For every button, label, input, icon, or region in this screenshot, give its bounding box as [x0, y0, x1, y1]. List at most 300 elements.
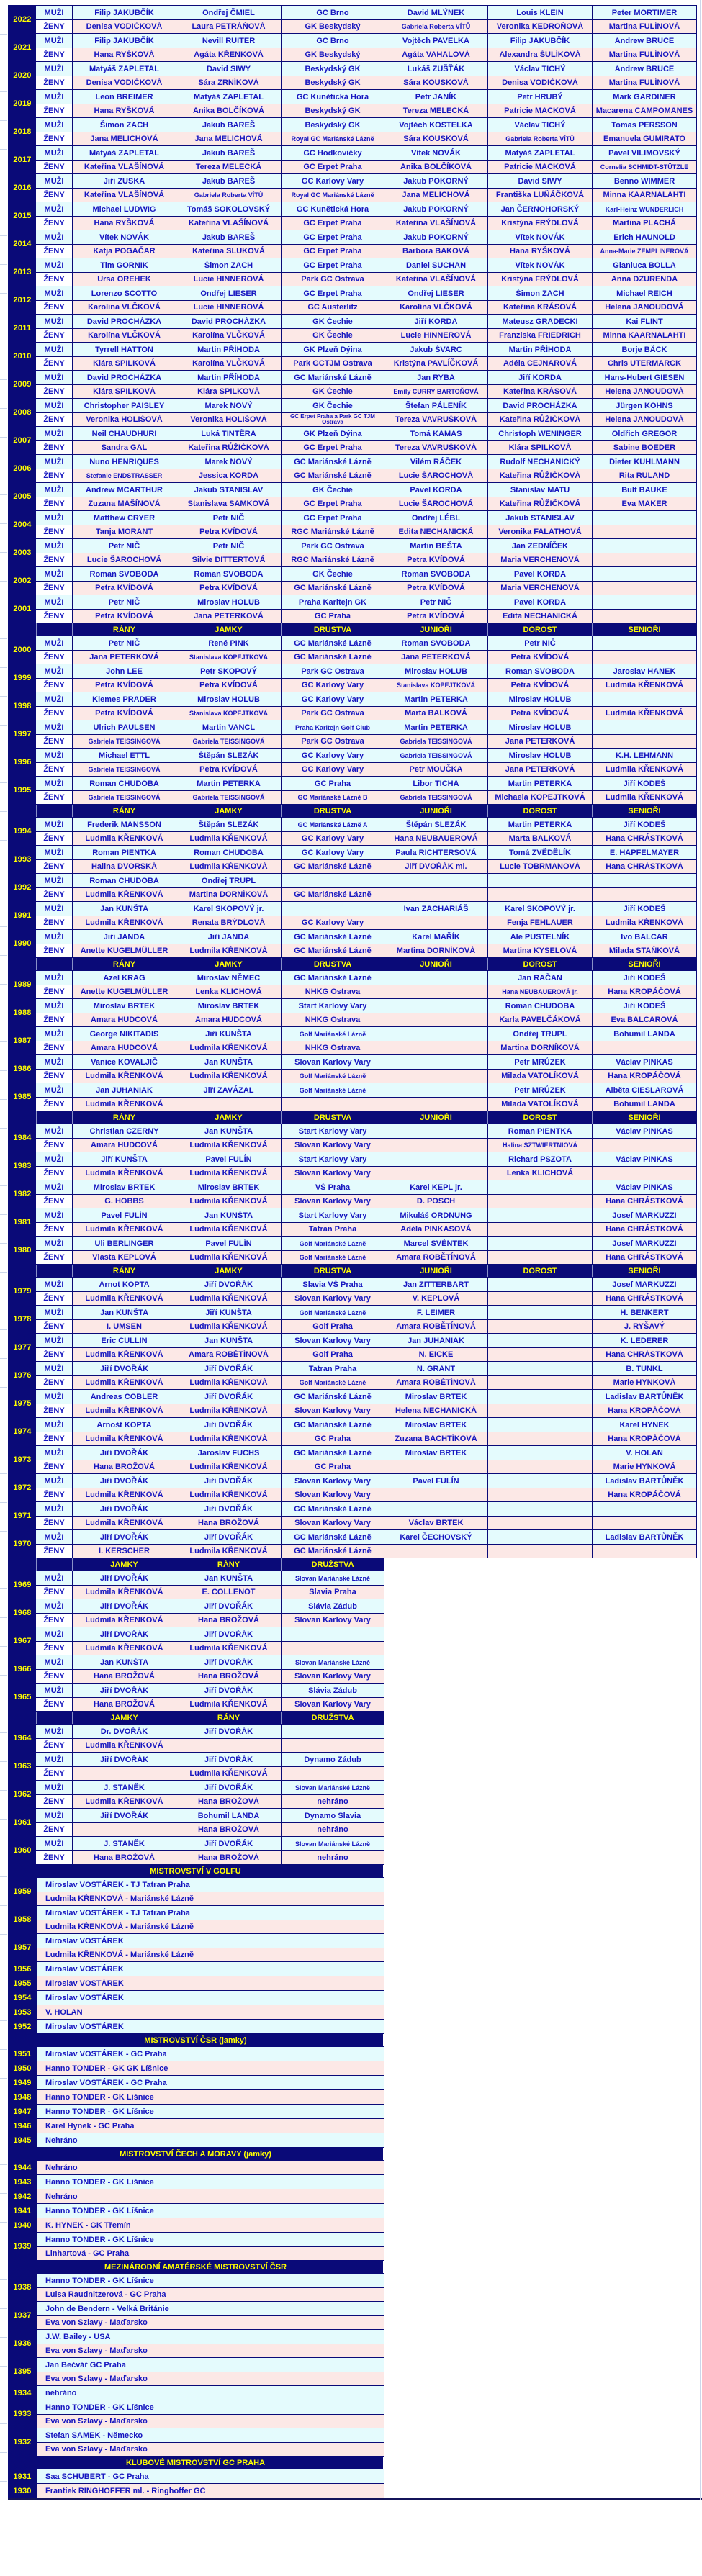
column-header: JAMKY	[176, 623, 281, 636]
column-header-row	[8, 1711, 384, 1725]
champion-row	[36, 2175, 384, 2189]
year-rows	[36, 539, 696, 566]
year-block	[8, 2357, 384, 2386]
year-block	[8, 1836, 384, 1865]
year-block	[8, 595, 697, 623]
category-cell: ŽENY	[36, 217, 72, 230]
result-cell	[281, 1725, 384, 1738]
result-cell: GC Karlovy Vary	[281, 174, 384, 188]
year-block	[8, 929, 697, 958]
category-cell: MUŽI	[44, 1476, 64, 1486]
result-cell: GC Erpet Praha a Park GC TJM Ostrava	[281, 413, 384, 426]
year-rows	[36, 483, 696, 510]
result-cell: Marta BALKOVÁ	[487, 832, 592, 845]
year-block	[8, 202, 697, 230]
result-cell: Petra KVÍDOVÁ	[72, 707, 176, 720]
result-cell: Miroslav HOLUB	[487, 692, 592, 706]
result-cell: Ondřej LIESER	[176, 286, 281, 300]
year-block	[8, 776, 697, 805]
column-header-row	[8, 1111, 697, 1124]
column-header-row	[8, 1558, 384, 1571]
column-header: SENIOŘI	[592, 805, 696, 817]
result-cell: Kateřina KRÁSOVÁ	[487, 385, 592, 398]
result-cell: GC Erpet Praha	[281, 258, 384, 272]
year-block	[8, 692, 697, 720]
year-block	[8, 970, 697, 999]
result-cell: Beskydský GK	[281, 118, 384, 132]
year-header-spacer	[9, 958, 36, 970]
result-cell: GC Mariánské Lázně A	[281, 818, 384, 831]
year-rows	[36, 1571, 384, 1599]
result-cell: GC Erpet Praha	[281, 217, 384, 230]
result-cell: GK Beskydský	[281, 48, 384, 61]
result-cell	[592, 539, 696, 553]
result-cell: GC Mariánské Lázně	[281, 1418, 384, 1432]
column-header: DOROST	[487, 623, 592, 636]
result-cell: Jiří DVOŘÁK	[72, 1571, 176, 1585]
result-cell: Eva BALCAROVÁ	[592, 1013, 696, 1026]
category-cell: ŽENY	[36, 357, 72, 370]
section-banner: MEZINÁRODNÍ AMATÉRSKÉ MISTROVSTVÍ ČSR	[8, 2260, 383, 2274]
result-cell: Gabriela TEISSINGOVÁ	[176, 735, 281, 748]
year-rows	[36, 2161, 384, 2174]
year-block	[8, 817, 697, 846]
result-cell: Václav BRTEK	[384, 1517, 487, 1529]
category-cell: ŽENY	[36, 1767, 72, 1780]
category-cell: ŽENY	[36, 679, 72, 692]
result-cell: Veronika HOLIŠOVÁ	[72, 413, 176, 426]
result-cell: GC Mariánské Lázně	[281, 582, 384, 595]
result-cell: Petr MRŮZEK	[487, 1055, 592, 1069]
result-cell	[592, 1545, 696, 1558]
champion-row	[36, 2020, 384, 2033]
year-rows	[36, 1027, 696, 1054]
year-label: 1946	[9, 2119, 36, 2133]
result-row-men	[36, 483, 696, 497]
champion-cell: Ludmila KŘENKOVÁ - Mariánské Lázně	[36, 1920, 384, 1933]
category-cell: MUŽI	[44, 513, 64, 523]
champion-row	[36, 2287, 384, 2301]
year-block	[8, 1236, 697, 1265]
result-row-men	[36, 1278, 696, 1291]
result-cell: GC Erpet Praha	[281, 441, 384, 454]
result-cell: Sandra GAL	[72, 441, 176, 454]
result-cell: GC Mariánské Lázně	[281, 930, 384, 944]
result-cell: Zuzana MAŠÍNOVÁ	[72, 497, 176, 510]
year-rows	[36, 62, 696, 89]
result-cell: Vilém RÁČEK	[384, 455, 487, 469]
category-cell: ŽENY	[36, 763, 72, 776]
result-cell: Ludmila KŘENKOVÁ	[72, 1348, 176, 1361]
year-header-spacer	[9, 623, 36, 636]
year-label: 1941	[9, 2204, 36, 2218]
category-cell: ŽENY	[36, 944, 72, 957]
result-cell: Jiří DVOŘÁK	[72, 1362, 176, 1375]
result-cell: Bult BAUKE	[592, 483, 696, 497]
category-cell: MUŽI	[44, 120, 64, 130]
result-cell: Petr NIČ	[176, 511, 281, 525]
column-header: DOROST	[487, 958, 592, 970]
result-cell	[592, 1517, 696, 1529]
result-row-men	[36, 1390, 696, 1404]
column-header: RÁNY	[72, 1111, 176, 1124]
result-cell: Slovan Karlovy Vary	[281, 1698, 384, 1711]
result-cell: Agáta KŘENKOVÁ	[176, 48, 281, 61]
result-cell	[592, 720, 696, 734]
champion-cell: J.W. Bailey - USA	[36, 2330, 384, 2344]
result-cell: Anette KUGELMÜLLER	[72, 944, 176, 957]
column-header: SENIOŘI	[592, 623, 696, 636]
result-cell: Roman PIENTKA	[487, 1124, 592, 1138]
result-cell: Ludmila KŘENKOVÁ	[72, 1223, 176, 1236]
result-row-women	[36, 497, 696, 510]
result-cell: Libor TICHA	[384, 777, 487, 790]
champion-row	[36, 1920, 384, 1933]
year-label: 2005	[9, 483, 36, 510]
category-header-spacer	[36, 958, 72, 970]
column-header: RÁNY	[72, 1265, 176, 1277]
result-cell: Jiří KODEŠ	[592, 999, 696, 1013]
result-cell: Jakub POKORNÝ	[384, 174, 487, 188]
result-cell: Slovan Karlovy Vary	[281, 1195, 384, 1208]
champion-row	[36, 2274, 384, 2287]
result-cell: Ludmila KŘENKOVÁ	[176, 832, 281, 845]
result-cell: Hana RYŠKOVÁ	[72, 217, 176, 230]
result-cell: Milada STAŇKOVÁ	[592, 944, 696, 957]
result-cell: Stanislava KOPEJTKOVÁ	[176, 651, 281, 664]
result-cell	[592, 1139, 696, 1152]
result-cell: Slovan Karlovy Vary	[281, 1488, 384, 1501]
result-cell: Marta BALKOVÁ	[384, 707, 487, 720]
result-cell: David PROCHÁZKA	[72, 371, 176, 384]
year-rows	[36, 2484, 384, 2498]
year-label: 1987	[9, 1027, 36, 1054]
year-rows	[36, 818, 696, 845]
result-cell: Filip JAKUBČÍK	[72, 34, 176, 48]
year-block	[8, 845, 697, 874]
year-rows	[36, 1991, 384, 2005]
result-cell	[384, 1460, 487, 1473]
result-cell: Jiří DVOŘÁK	[176, 1837, 281, 1850]
year-header-spacer	[9, 1558, 36, 1571]
year-label: 1988	[9, 999, 36, 1026]
result-cell: Arnot KOPTA	[72, 1278, 176, 1291]
result-cell	[281, 1627, 384, 1641]
year-rows	[36, 1684, 384, 1711]
year-block	[8, 748, 697, 777]
result-cell: Ondřej TRUPL	[487, 1027, 592, 1041]
result-cell: Renata BRÝDLOVÁ	[176, 916, 281, 929]
result-cell: Amara HUDCOVÁ	[72, 1139, 176, 1152]
result-cell: Filip JAKUBČÍK	[487, 34, 592, 48]
result-cell: Petr NIČ	[72, 539, 176, 553]
year-label: 1981	[9, 1208, 36, 1236]
result-cell: David SIWY	[176, 62, 281, 76]
year-rows	[36, 1418, 696, 1445]
result-cell: Jiří KODEŠ	[592, 902, 696, 916]
result-cell: Hana BROŽOVÁ	[72, 1851, 176, 1864]
year-block	[8, 1961, 384, 1976]
result-cell: Klára SPILKOVÁ	[487, 441, 592, 454]
result-cell: Pavel VILIMOVSKÝ	[592, 146, 696, 160]
result-cell: Rita RULAND	[592, 469, 696, 482]
result-row-men	[36, 34, 696, 48]
category-cell: ŽENY	[36, 469, 72, 482]
result-cell: Slovan Karlovy Vary	[281, 1292, 384, 1305]
result-cell: Ladislav BARTŮNĚK	[592, 1390, 696, 1404]
year-label: 1996	[9, 749, 36, 776]
category-cell: ŽENY	[36, 1098, 72, 1111]
result-row-men	[36, 1362, 696, 1375]
year-rows	[36, 2005, 384, 2019]
year-header-spacer	[9, 1111, 36, 1124]
category-cell: ŽENY	[36, 985, 72, 998]
category-header-spacer	[36, 1712, 72, 1724]
column-header-row	[8, 1264, 697, 1278]
result-row-men	[36, 315, 696, 328]
result-cell: Daniel SUCHAN	[384, 258, 487, 272]
result-row-men	[36, 1599, 384, 1613]
category-cell: MUŽI	[44, 1686, 64, 1695]
result-cell: Václav PINKAS	[592, 1152, 696, 1166]
year-label: 2004	[9, 511, 36, 538]
result-cell: Josef MARKUZZI	[592, 1208, 696, 1222]
result-cell: NHKG Ostrava	[281, 1013, 384, 1026]
result-cell: Jaroslav HANEK	[592, 664, 696, 678]
result-cell	[384, 971, 487, 985]
result-cell: Golf Praha	[281, 1320, 384, 1333]
champion-row	[36, 1962, 384, 1976]
category-cell: ŽENY	[36, 441, 72, 454]
result-cell	[72, 1767, 176, 1780]
year-label: 1938	[9, 2274, 36, 2301]
result-cell: Kristýna FRÝDLOVÁ	[487, 217, 592, 230]
result-row-men	[36, 1208, 696, 1222]
year-rows	[36, 1306, 696, 1333]
champion-cell: Stefan SAMEK - Německo	[36, 2428, 384, 2442]
result-cell: Jiří DVOŘÁK	[176, 1362, 281, 1375]
result-row-women	[36, 1516, 696, 1529]
result-cell: Josef MARKUZZI	[592, 1237, 696, 1250]
result-cell: GK Čechie	[281, 399, 384, 412]
year-rows	[36, 2204, 384, 2218]
result-cell: Jiří DVOŘÁK ml.	[384, 860, 487, 873]
result-cell	[384, 1545, 487, 1558]
column-header: RÁNY	[72, 958, 176, 970]
result-cell: Hana KROPÁČOVÁ	[592, 1404, 696, 1417]
result-row-men	[36, 1083, 696, 1097]
result-row-women	[36, 1347, 696, 1361]
category-header-spacer	[36, 623, 72, 636]
result-cell: Tomáš SOKOLOVSKÝ	[176, 202, 281, 216]
year-rows	[36, 1655, 384, 1683]
year-label: 1947	[9, 2105, 36, 2118]
column-header: DRUSTVA	[281, 958, 384, 970]
category-cell: ŽENY	[36, 20, 72, 33]
result-cell	[384, 1083, 487, 1097]
champion-cell: Nehráno	[36, 2189, 384, 2203]
category-cell: MUŽI	[44, 1783, 64, 1792]
result-cell: Petra KVÍDOVÁ	[176, 763, 281, 776]
category-cell: MUŽI	[44, 848, 64, 857]
year-block	[8, 1180, 697, 1208]
result-cell: Hana BROŽOVÁ	[176, 1795, 281, 1808]
result-cell: Park GC Ostrava	[281, 539, 384, 553]
column-header: RÁNY	[72, 623, 176, 636]
result-cell: Hana BROŽOVÁ	[176, 1517, 281, 1529]
result-row-women	[36, 1194, 696, 1208]
result-cell: Sabine BOEDER	[592, 441, 696, 454]
year-block	[8, 1026, 697, 1055]
result-row-women	[36, 1404, 696, 1417]
result-cell: Amara ROBĚTÍNOVÁ	[384, 1376, 487, 1389]
result-cell: Ludmila KŘENKOVÁ	[176, 944, 281, 957]
category-cell: MUŽI	[44, 1239, 64, 1248]
result-cell: D. POSCH	[384, 1195, 487, 1208]
result-cell: RGC Mariánské Lázně	[281, 553, 384, 566]
year-label: 1972	[9, 1474, 36, 1501]
year-label: 2016	[9, 174, 36, 202]
result-cell: Štefan PÁLENÍK	[384, 399, 487, 412]
result-cell: Benno WIMMER	[592, 174, 696, 188]
result-cell: Stanislava KOPEJTKOVÁ	[384, 679, 487, 692]
result-cell: Marie HYNKOVÁ	[592, 1376, 696, 1389]
result-cell: Jan KUNŠTA	[176, 1055, 281, 1069]
result-cell: G. HOBBS	[72, 1195, 176, 1208]
column-header: DOROST	[487, 805, 592, 817]
result-cell: Ludmila KŘENKOVÁ	[176, 1223, 281, 1236]
result-cell: Lorenzo SCOTTO	[72, 286, 176, 300]
year-label: 1973	[9, 1446, 36, 1473]
result-cell: Roman SVOBODA	[384, 636, 487, 650]
champion-cell: Miroslav VOSTÁREK - GC Praha	[36, 2047, 384, 2061]
result-row-women	[36, 1013, 696, 1026]
champion-cell: Hanno TONDER - GK Líšnice	[36, 2175, 384, 2189]
year-rows	[36, 2061, 384, 2075]
champion-row	[36, 1934, 384, 1948]
result-cell: Slovan Karlovy Vary	[281, 1517, 384, 1529]
result-cell: Michaela KOPEJTKOVÁ	[487, 791, 592, 804]
category-cell: ŽENY	[36, 1642, 72, 1655]
category-cell: ŽENY	[36, 1348, 72, 1361]
result-cell: Tatran Praha	[281, 1362, 384, 1375]
result-cell: Matyáš ZAPLETAL	[72, 146, 176, 160]
year-rows	[36, 567, 696, 595]
result-row-women	[36, 790, 696, 804]
category-cell: MUŽI	[44, 64, 64, 73]
result-cell: J. STANĚK	[72, 1837, 176, 1850]
category-cell: ŽENY	[36, 610, 72, 623]
result-cell: Hana BROŽOVÁ	[72, 1460, 176, 1473]
column-header: RÁNY	[176, 1558, 281, 1571]
result-cell: Miroslav BRTEK	[176, 999, 281, 1013]
result-cell: Golf Mariánské Lázně	[281, 1070, 384, 1083]
category-cell: ŽENY	[36, 1041, 72, 1054]
champion-cell: Karel Hynek - GC Praha	[36, 2119, 384, 2133]
result-row-women	[36, 76, 696, 89]
result-cell: Petr JANÍK	[384, 90, 487, 104]
result-cell	[487, 1517, 592, 1529]
result-cell: nehráno	[281, 1851, 384, 1864]
year-block	[8, 1933, 384, 1962]
result-cell: Slovan Karlovy Vary	[281, 1474, 384, 1488]
result-cell: B. TUNKL	[592, 1362, 696, 1375]
year-rows	[36, 2119, 384, 2133]
result-row-men	[36, 286, 696, 300]
category-cell: MUŽI	[44, 1727, 64, 1736]
result-cell: Ludmila KŘENKOVÁ	[176, 1041, 281, 1054]
result-row-women	[36, 1291, 696, 1305]
result-row-women	[36, 734, 696, 748]
result-cell: Jiří KODEŠ	[592, 971, 696, 985]
result-row-women	[36, 1544, 696, 1558]
result-cell: Miroslav HOLUB	[487, 720, 592, 734]
year-rows	[36, 2047, 384, 2061]
result-cell: Hana RYŠKOVÁ	[72, 104, 176, 117]
result-cell: Ludmila KŘENKOVÁ	[72, 888, 176, 901]
champion-cell: John de Bendern - Velká Británie	[36, 2302, 384, 2315]
result-row-women	[36, 1432, 696, 1445]
result-cell: Jana PETERKOVÁ	[487, 735, 592, 748]
year-rows	[36, 286, 696, 314]
year-rows	[36, 2133, 384, 2147]
result-row-women	[36, 1766, 384, 1780]
year-block	[8, 370, 697, 399]
result-cell: Jiří DVOŘÁK	[176, 1278, 281, 1291]
result-cell: Praha Karltejn Golf Club	[281, 720, 384, 734]
result-cell	[487, 1474, 592, 1488]
category-cell: ŽENY	[36, 48, 72, 61]
result-cell: Amara ROBĚTÍNOVÁ	[384, 1320, 487, 1333]
result-cell: GC Austerlitz	[281, 301, 384, 314]
champion-row	[36, 2161, 384, 2174]
category-cell: ŽENY	[36, 245, 72, 258]
result-cell: Vanice KOVALJIČ	[72, 1055, 176, 1069]
year-label: 1944	[9, 2161, 36, 2174]
result-cell: Jakub STANISLAV	[487, 511, 592, 525]
result-cell: Amara ROBĚTÍNOVÁ	[176, 1348, 281, 1361]
category-cell: ŽENY	[36, 582, 72, 595]
year-block	[8, 1445, 697, 1474]
result-cell: Martina DORNÍKOVÁ	[176, 888, 281, 901]
result-cell: Ludmila KŘENKOVÁ	[72, 916, 176, 929]
result-cell: Miroslav BRTEK	[384, 1390, 487, 1404]
column-header: JAMKY	[176, 958, 281, 970]
result-cell: Jan RYBA	[384, 371, 487, 384]
result-cell: Kateřina RŮŽIČKOVÁ	[487, 469, 592, 482]
result-cell: F. LEIMER	[384, 1306, 487, 1319]
result-cell: Ludmila KŘENKOVÁ	[72, 1517, 176, 1529]
result-cell	[592, 692, 696, 706]
result-row-women	[36, 1250, 696, 1264]
year-label: 1948	[9, 2090, 36, 2104]
year-label: 1997	[9, 720, 36, 748]
result-cell: Ludmila KŘENKOVÁ	[72, 1739, 176, 1752]
result-cell: Anna DZURENDA	[592, 273, 696, 286]
category-cell: ŽENY	[36, 1545, 72, 1558]
result-cell: Start Karlovy Vary	[281, 1124, 384, 1138]
category-cell: ŽENY	[36, 76, 72, 89]
year-rows	[36, 1781, 384, 1808]
result-cell: Karl-Heinz WUNDERLICH	[592, 202, 696, 216]
result-row-women	[36, 1222, 696, 1236]
result-cell: Ondřej LÉBL	[384, 511, 487, 525]
result-row-women	[36, 356, 696, 370]
result-cell: Golf Mariánské Lázně	[281, 1251, 384, 1264]
result-cell: Jan KUNŠTA	[176, 1571, 281, 1585]
year-rows	[36, 1934, 384, 1961]
result-cell: Jiří DVOŘÁK	[72, 1502, 176, 1516]
